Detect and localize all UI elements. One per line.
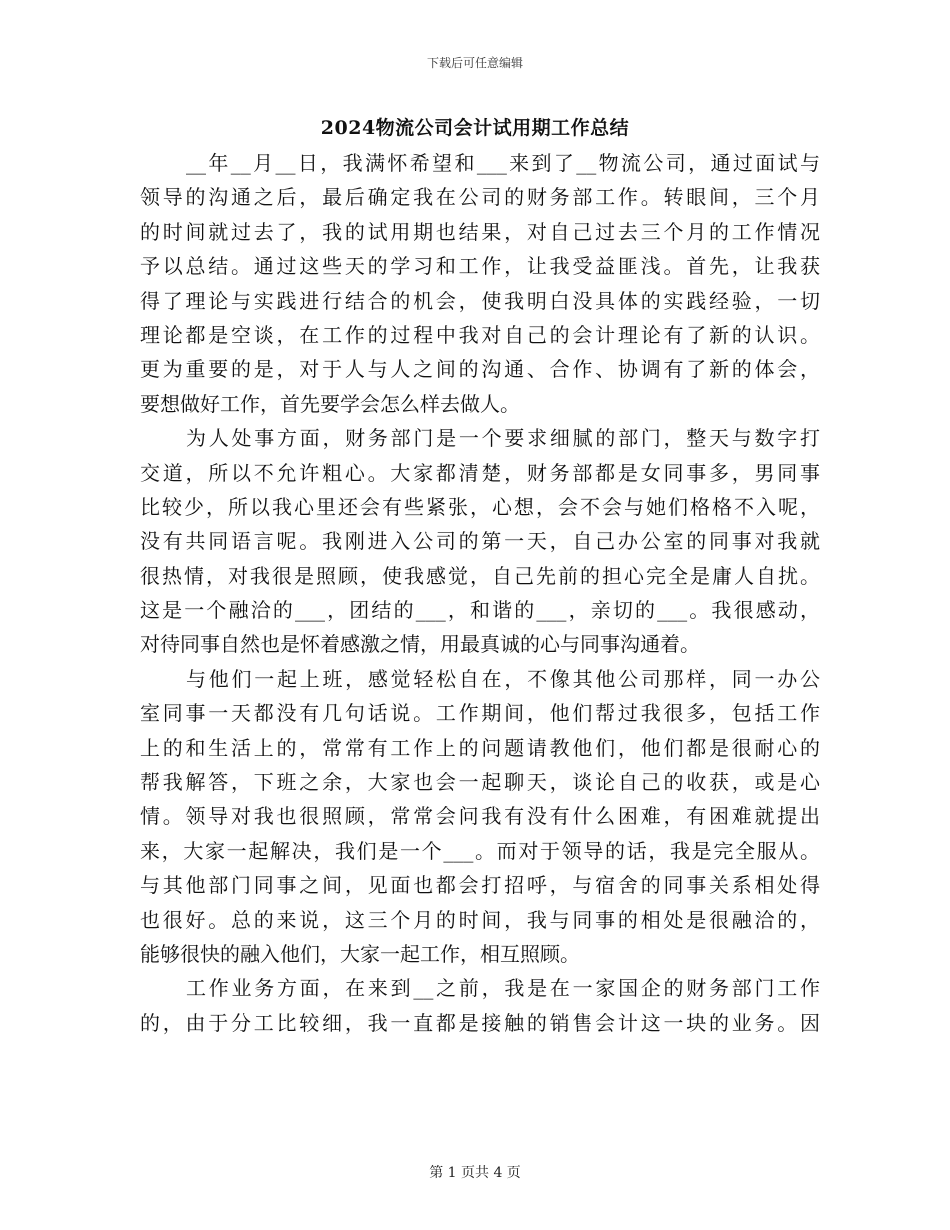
body-line: 没有共同语言呢。我刚进入公司的第一天，自己办公室的同事对我就 [140, 529, 820, 554]
body-line: __年__月__日，我满怀希望和___来到了__物流公司，通过面试与 [186, 151, 820, 175]
body-line: 予以总结。通过这些天的学习和工作，让我受益匪浅。首先，让我获 [140, 254, 820, 279]
page-header-note: 下载后可任意编辑 [426, 56, 523, 70]
body-line: 领导的沟通之后，最后确定我在公司的财务部工作。转眼间，三个月 [140, 185, 820, 210]
body-line: 上的和生活上的，常常有工作上的问题请教他们，他们都是很耐心的 [140, 735, 820, 760]
body-line: 这是一个融洽的___，团结的___，和谐的___，亲切的___。我很感动， [140, 598, 820, 623]
body-line: 能够很快的融入他们，大家一起工作，相互照顾。 [140, 941, 580, 966]
body-line: 室同事一天都没有几句话说。工作期间，他们帮过我很多，包括工作 [140, 701, 820, 726]
body-line: 也很好。总的来说，这三个月的时间，我与同事的相处是很融洽的， [140, 907, 820, 932]
body-line: 更为重要的是，对于人与人之间的沟通、合作、协调有了新的体会， [140, 357, 820, 382]
body-line: 情。领导对我也很照顾，常常会问我有没有什么困难，有困难就提出 [140, 804, 820, 829]
body-line: 理论都是空谈，在工作的过程中我对自己的会计理论有了新的认识。 [140, 322, 820, 347]
document-title: 2024物流公司会计试用期工作总结 [320, 117, 630, 139]
document-body [140, 146, 820, 1040]
body-line: 与其他部门同事之间，见面也都会打招呼，与宿舍的同事关系相处得 [140, 873, 820, 898]
body-line: 与他们一起上班，感觉轻松自在，不像其他公司那样，同一办公 [186, 666, 820, 691]
page-number-footer: 第 1 页共 4 页 [429, 1165, 521, 1181]
body-line: 工作业务方面，在来到__之前，我是在一家国企的财务部门工作 [186, 976, 820, 1001]
body-line: 的时间就过去了，我的试用期也结果，对自己过去三个月的工作情况 [140, 219, 820, 244]
body-line: 得了理论与实践进行结合的机会，使我明白没具体的实践经验，一切 [140, 288, 820, 313]
body-line: 帮我解答，下班之余，大家也会一起聊天，谈论自己的收获，或是心 [140, 770, 820, 795]
body-line: 交道，所以不允许粗心。大家都清楚，财务部都是女同事多，男同事 [140, 460, 820, 485]
body-line: 要想做好工作，首先要学会怎么样去做人。 [140, 391, 520, 416]
body-line: 很热情，对我很是照顾，使我感觉，自己先前的担心完全是庸人自扰。 [140, 563, 820, 588]
body-line: 的，由于分工比较细，我一直都是接触的销售会计这一块的业务。因 [140, 1010, 820, 1035]
body-line: 来，大家一起解决，我们是一个___。而对于领导的话，我是完全服从。 [140, 838, 820, 863]
body-line: 为人处事方面，财务部门是一个要求细腻的部门，整天与数字打 [186, 426, 820, 451]
body-line: 比较少，所以我心里还会有些紧张，心想，会不会与她们格格不入呢， [140, 494, 820, 519]
body-line: 对待同事自然也是怀着感激之情，用最真诚的心与同事沟通着。 [140, 632, 700, 657]
